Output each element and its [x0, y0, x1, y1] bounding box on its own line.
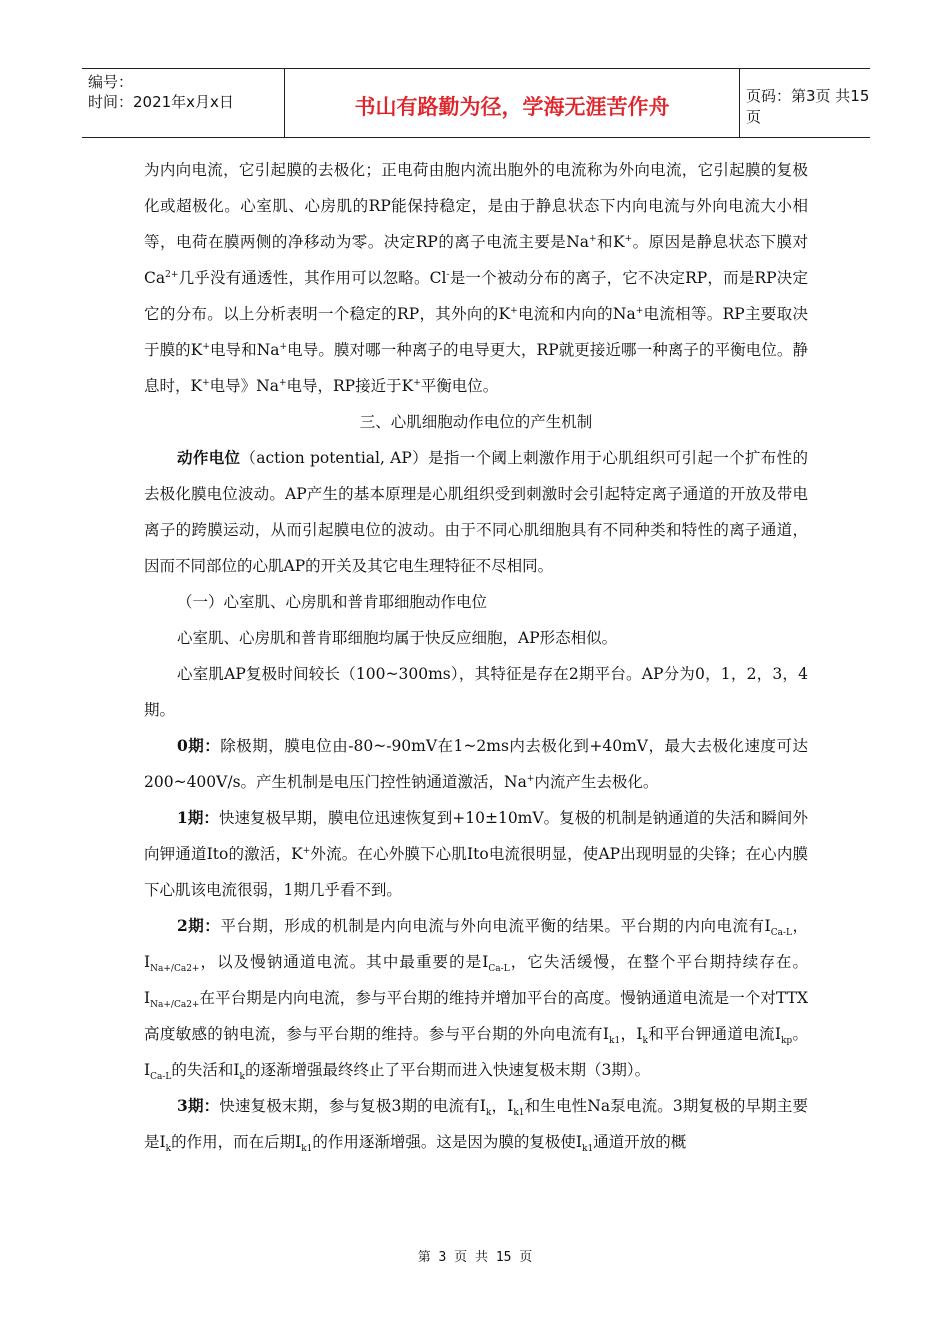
paragraph-phase-2: 2期：平台期，形成的机制是内向电流与外向电流平衡的结果。平台期的内向电流有$I_{Ca-L}$，$I_{Na+/Ca2+}$，以及慢钠通道电流。其中最重要的是$I_{Ca-L}$，它失活缓慢，在整个平台期持续存在。$I_{Na+/Ca2+}$在平台期是内向电流，参与平台期的维持并增加平台的高度。慢钠通道电流是一个对TTX高度敏感的钠电流，参与平台期的维持。参与平台期的外向电流有$I_{k1}$，$I_k$和平台钾通道电流$I_{kp}$。$I_{Ca-L}$的失活和$I_k$的逐渐增强最终终止了平台期而进入快速复极末期（3期）。	[144, 916, 809, 1083]
subsection-title: （一）心室肌、心房肌和普肯耶细胞动作电位	[177, 593, 488, 611]
section-title: 三、心肌细胞动作电位的产生机制	[359, 413, 593, 431]
serial-label: 编号：	[88, 73, 134, 91]
paragraph-fast-response: 心室肌、心房肌和普肯耶细胞均属于快反应细胞，AP形态相似。	[177, 629, 618, 647]
paragraph-phase-1: 1期：快速复极早期，膜电位迅速恢复到+10±10mV。复极的机制是钠通道的失活和瞬间外向钾通道Ito的激活，K+外流。在心外膜下心肌Ito电流很明显，使AP出现明显的尖锋；在心内膜下心肌该电流很弱，1期几乎看不到。	[144, 808, 808, 899]
paragraph-phase-3: 3期：快速复极末期，参与复极3期的电流有$I_k$，$I_{k1}$和生电性Na泵电流。3期复极的早期主要是$I_k$的作用，而在后期$I_{k1}$的作用逐渐增强。这是因为膜的复极使$I_{k1}$通道开放的概	[144, 1096, 808, 1155]
header-motto: 书山有路勤为径，学海无涯苦作舟	[354, 95, 670, 119]
header-motto-cell	[284, 69, 740, 137]
header-info	[82, 69, 284, 137]
paragraph-phase-0: 0期：除极期，膜电位由-80~-90mV在1~2ms内去极化到+40mV，最大去极化速度可达200~400V/s。产生机制是电压门控性钠通道激活，Na+内流产生去极化。	[144, 736, 808, 791]
date-label: 时间：2021年x月x日	[88, 93, 234, 111]
paragraph-action-potential: 动作电位（action potential, AP）是指一个阈上刺激作用于心肌组织可引起一个扩布性的去极化膜电位波动。AP产生的基本原理是心肌组织受到刺激时会引起特定离子通道的开放及带电离子的跨膜运动，从而引起膜电位的波动。由于不同心肌细胞具有不同种类和特性的离子通道，因而不同部位的心肌AP的开关及其它电生理特征不尽相同。	[144, 448, 808, 575]
page-header	[82, 68, 870, 138]
header-page-label: 页码：第3页 共15页	[746, 87, 870, 126]
paragraph-ventricular-ap: 心室肌AP复极时间较长（100~300ms），其特征是存在2期平台。AP分为0，1，2，3，4期。	[144, 665, 808, 719]
paragraph-resting-potential: 为内向电流，它引起膜的去极化；正电荷由胞内流出胞外的电流称为外向电流，它引起膜的复极化或超极化。心室肌、心房肌的RP能保持稳定，是由于静息状态下内向电流与外向电流大小相等，电荷在膜两侧的净移动为零。决定RP的离子电流主要是Na+和K+。原因是静息状态下膜对$Ca^{2+}$几乎没有通透性，其作用可以忽略。Cl-是一个被动分布的离子，它不决定RP，而是RP决定它的分布。以上分析表明一个稳定的RP，其外向的K+电流和内向的Na+电流相等。RP主要取决于膜的K+电导和Na+电导。膜对哪一种离子的电导更大，RP就更接近哪一种离子的平衡电位。静息时，K+电导》Na+电导，RP接近于K+平衡电位。	[144, 161, 808, 395]
page-body	[144, 152, 808, 1160]
page-footer: 第 3 页 共 15 页	[417, 1250, 533, 1265]
